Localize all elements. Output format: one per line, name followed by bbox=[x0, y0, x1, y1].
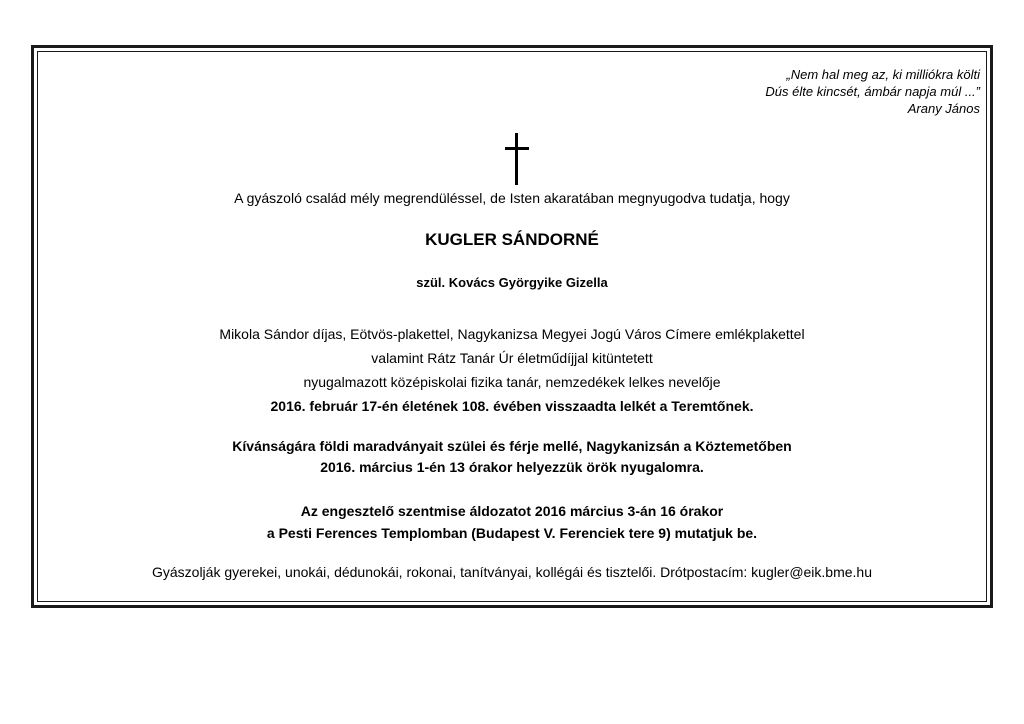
funeral-block bbox=[40, 436, 984, 478]
quote-author: Arany János bbox=[907, 101, 980, 116]
mass-line-1: Az engesztelő szentmise áldozatot 2016 március 3-án 16 órakor bbox=[300, 503, 724, 519]
birth-name: szül. Kovács Györgyike Gizella bbox=[416, 275, 608, 290]
honors-line-1: Mikola Sándor díjas, Eötvös-plakettel, Nagykanizsa Megyei Jogú Város Címere emlékplakettel bbox=[219, 326, 805, 342]
honors-line-2: valamint Rátz Tanár Úr életműdíjjal kitüntetett bbox=[371, 350, 653, 366]
deceased-name: KUGLER SÁNDORNÉ bbox=[425, 230, 599, 249]
intro-text: A gyászoló család mély megrendüléssel, de Isten akaratában megnyugodva tudatja, hogy bbox=[234, 190, 790, 206]
mass-block bbox=[40, 500, 984, 544]
death-date-line: 2016. február 17-én életének 108. évében visszaadta lelkét a Teremtőnek. bbox=[270, 398, 754, 414]
quote-line-1: „Nem hal meg az, ki milliókra költi bbox=[786, 67, 980, 82]
funeral-line-1: Kívánságára földi maradványait szülei és férje mellé, Nagykanizsán a Köztemetőben bbox=[232, 438, 792, 454]
mass-line-2: a Pesti Ferences Templomban (Budapest V. Ferenciek tere 9) mutatjuk be. bbox=[266, 525, 758, 541]
mourners-line: Gyászolják gyerekei, unokái, dédunokái, rokonai, tanítványai, kollégái és tisztelői. Drótpostacím: kugler@eik.bme.hu bbox=[151, 564, 873, 580]
quote-line-2: Dús élte kincsét, ámbár napja múl ...” bbox=[765, 84, 980, 99]
honors-line-3: nyugalmazott középiskolai fizika tanár, nemzedékek lelkes nevelője bbox=[303, 374, 721, 390]
funeral-line-2: 2016. március 1-én 13 órakor helyezzük örök nyugalomra. bbox=[320, 459, 704, 475]
cross-icon bbox=[505, 133, 529, 185]
honors-block bbox=[40, 322, 984, 418]
epigraph-quote bbox=[765, 66, 980, 117]
